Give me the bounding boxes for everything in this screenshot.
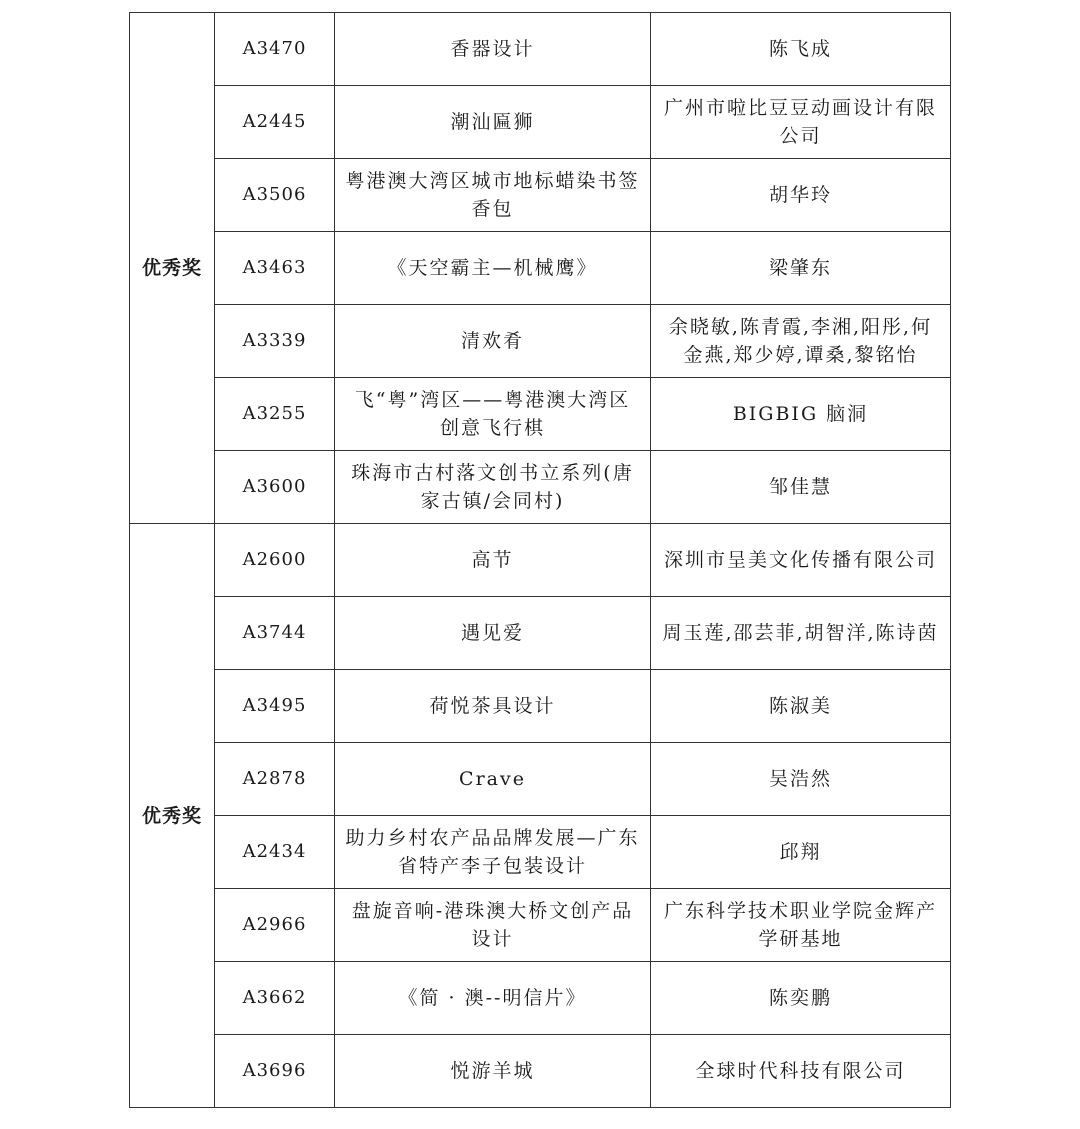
- entry-id-cell: A3495: [215, 670, 335, 743]
- entry-title-cell: 悦游羊城: [335, 1035, 651, 1108]
- table-row: [130, 743, 951, 816]
- entry-id-cell: A2600: [215, 524, 335, 597]
- entry-author-cell: 邹佳慧: [651, 451, 951, 524]
- entry-id-cell: A2445: [215, 86, 335, 159]
- table-row: [130, 524, 951, 597]
- entry-id-cell: A3600: [215, 451, 335, 524]
- entry-author-cell: 吴浩然: [651, 743, 951, 816]
- award-level-cell: 优秀奖: [130, 13, 215, 524]
- entry-author-cell: 深圳市呈美文化传播有限公司: [651, 524, 951, 597]
- table-row: [130, 378, 951, 451]
- entry-title-cell: 清欢肴: [335, 305, 651, 378]
- entry-title-cell: 飞“粤”湾区——粤港澳大湾区创意飞行棋: [335, 378, 651, 451]
- entry-author-cell: 陈奕鹏: [651, 962, 951, 1035]
- entry-author-cell: 邱翔: [651, 816, 951, 889]
- table-row: [130, 451, 951, 524]
- entry-id-cell: A2434: [215, 816, 335, 889]
- entry-author-cell: 周玉莲,邵芸菲,胡智洋,陈诗茵: [651, 597, 951, 670]
- entry-author-cell: 广东科学技术职业学院金辉产学研基地: [651, 889, 951, 962]
- table-row: [130, 86, 951, 159]
- entry-author-cell: BIGBIG 脑洞: [651, 378, 951, 451]
- award-table: [129, 12, 951, 1108]
- table-row: [130, 670, 951, 743]
- entry-title-cell: 高节: [335, 524, 651, 597]
- entry-id-cell: A3696: [215, 1035, 335, 1108]
- entry-id-cell: A3506: [215, 159, 335, 232]
- table-row: [130, 597, 951, 670]
- table-row: [130, 889, 951, 962]
- table-row: [130, 1035, 951, 1108]
- entry-title-cell: 助力乡村农产品品牌发展—广东省特产李子包装设计: [335, 816, 651, 889]
- entry-title-cell: 粤港澳大湾区城市地标蜡染书签香包: [335, 159, 651, 232]
- entry-author-cell: 广州市啦比豆豆动画设计有限公司: [651, 86, 951, 159]
- entry-title-cell: 遇见爱: [335, 597, 651, 670]
- entry-title-cell: Crave: [335, 743, 651, 816]
- award-table-body: [130, 13, 951, 1108]
- table-row: [130, 232, 951, 305]
- entry-author-cell: 梁肇东: [651, 232, 951, 305]
- entry-title-cell: 《简 · 澳--明信片》: [335, 962, 651, 1035]
- entry-id-cell: A3255: [215, 378, 335, 451]
- entry-id-cell: A3463: [215, 232, 335, 305]
- entry-author-cell: 陈淑美: [651, 670, 951, 743]
- entry-id-cell: A3339: [215, 305, 335, 378]
- entry-title-cell: 《天空霸主—机械鹰》: [335, 232, 651, 305]
- entry-author-cell: 胡华玲: [651, 159, 951, 232]
- table-row: [130, 159, 951, 232]
- entry-id-cell: A3662: [215, 962, 335, 1035]
- table-row: [130, 816, 951, 889]
- table-row: [130, 305, 951, 378]
- entry-title-cell: 香器设计: [335, 13, 651, 86]
- entry-id-cell: A3744: [215, 597, 335, 670]
- entry-id-cell: A2966: [215, 889, 335, 962]
- entry-id-cell: A2878: [215, 743, 335, 816]
- entry-author-cell: 余晓敏,陈青霞,李湘,阳彤,何金燕,郑少婷,谭桑,黎铭怡: [651, 305, 951, 378]
- entry-title-cell: 珠海市古村落文创书立系列(唐家古镇/会同村): [335, 451, 651, 524]
- entry-author-cell: 全球时代科技有限公司: [651, 1035, 951, 1108]
- table-row: [130, 13, 951, 86]
- table-row: [130, 962, 951, 1035]
- entry-author-cell: 陈飞成: [651, 13, 951, 86]
- entry-id-cell: A3470: [215, 13, 335, 86]
- entry-title-cell: 荷悦茶具设计: [335, 670, 651, 743]
- award-level-cell: 优秀奖: [130, 524, 215, 1108]
- entry-title-cell: 盘旋音响-港珠澳大桥文创产品设计: [335, 889, 651, 962]
- entry-title-cell: 潮汕匾狮: [335, 86, 651, 159]
